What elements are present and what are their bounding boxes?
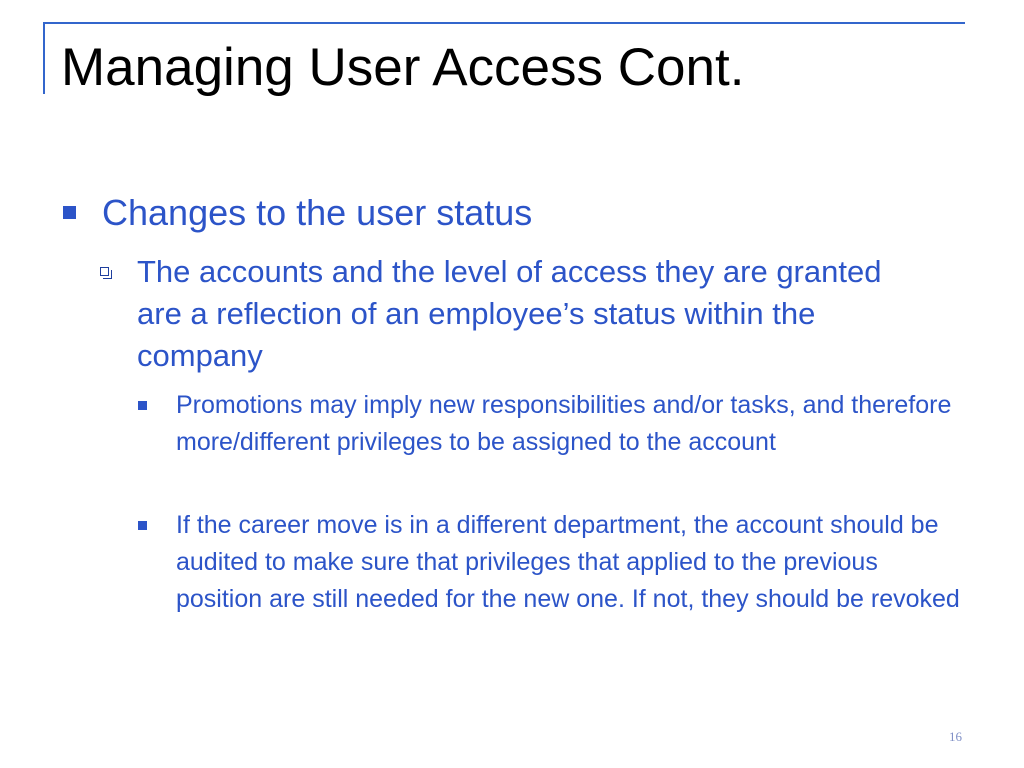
page-number: 16	[949, 729, 962, 744]
bullet-level2-text: The accounts and the level of access they are granted are a reflection of an employee’s status within the company	[137, 254, 882, 373]
slide-title: Managing User Access Cont.	[61, 38, 745, 97]
bullet-level3-text: If the career move is in a different department, the account should be audited to make sure that privileges that applied to the previous position are still needed for the new one. If not, they should be revoked	[176, 511, 960, 613]
shadowed-square-bullet-icon	[100, 267, 109, 276]
bullet-level1-text: Changes to the user status	[102, 192, 533, 233]
filled-square-bullet-icon	[138, 521, 147, 530]
filled-square-bullet-icon	[138, 401, 147, 410]
filled-square-bullet-icon	[63, 206, 76, 219]
bullet-level3-text: Promotions may imply new responsibilities and/or tasks, and therefore more/different privileges to be assigned to the account	[176, 391, 952, 456]
